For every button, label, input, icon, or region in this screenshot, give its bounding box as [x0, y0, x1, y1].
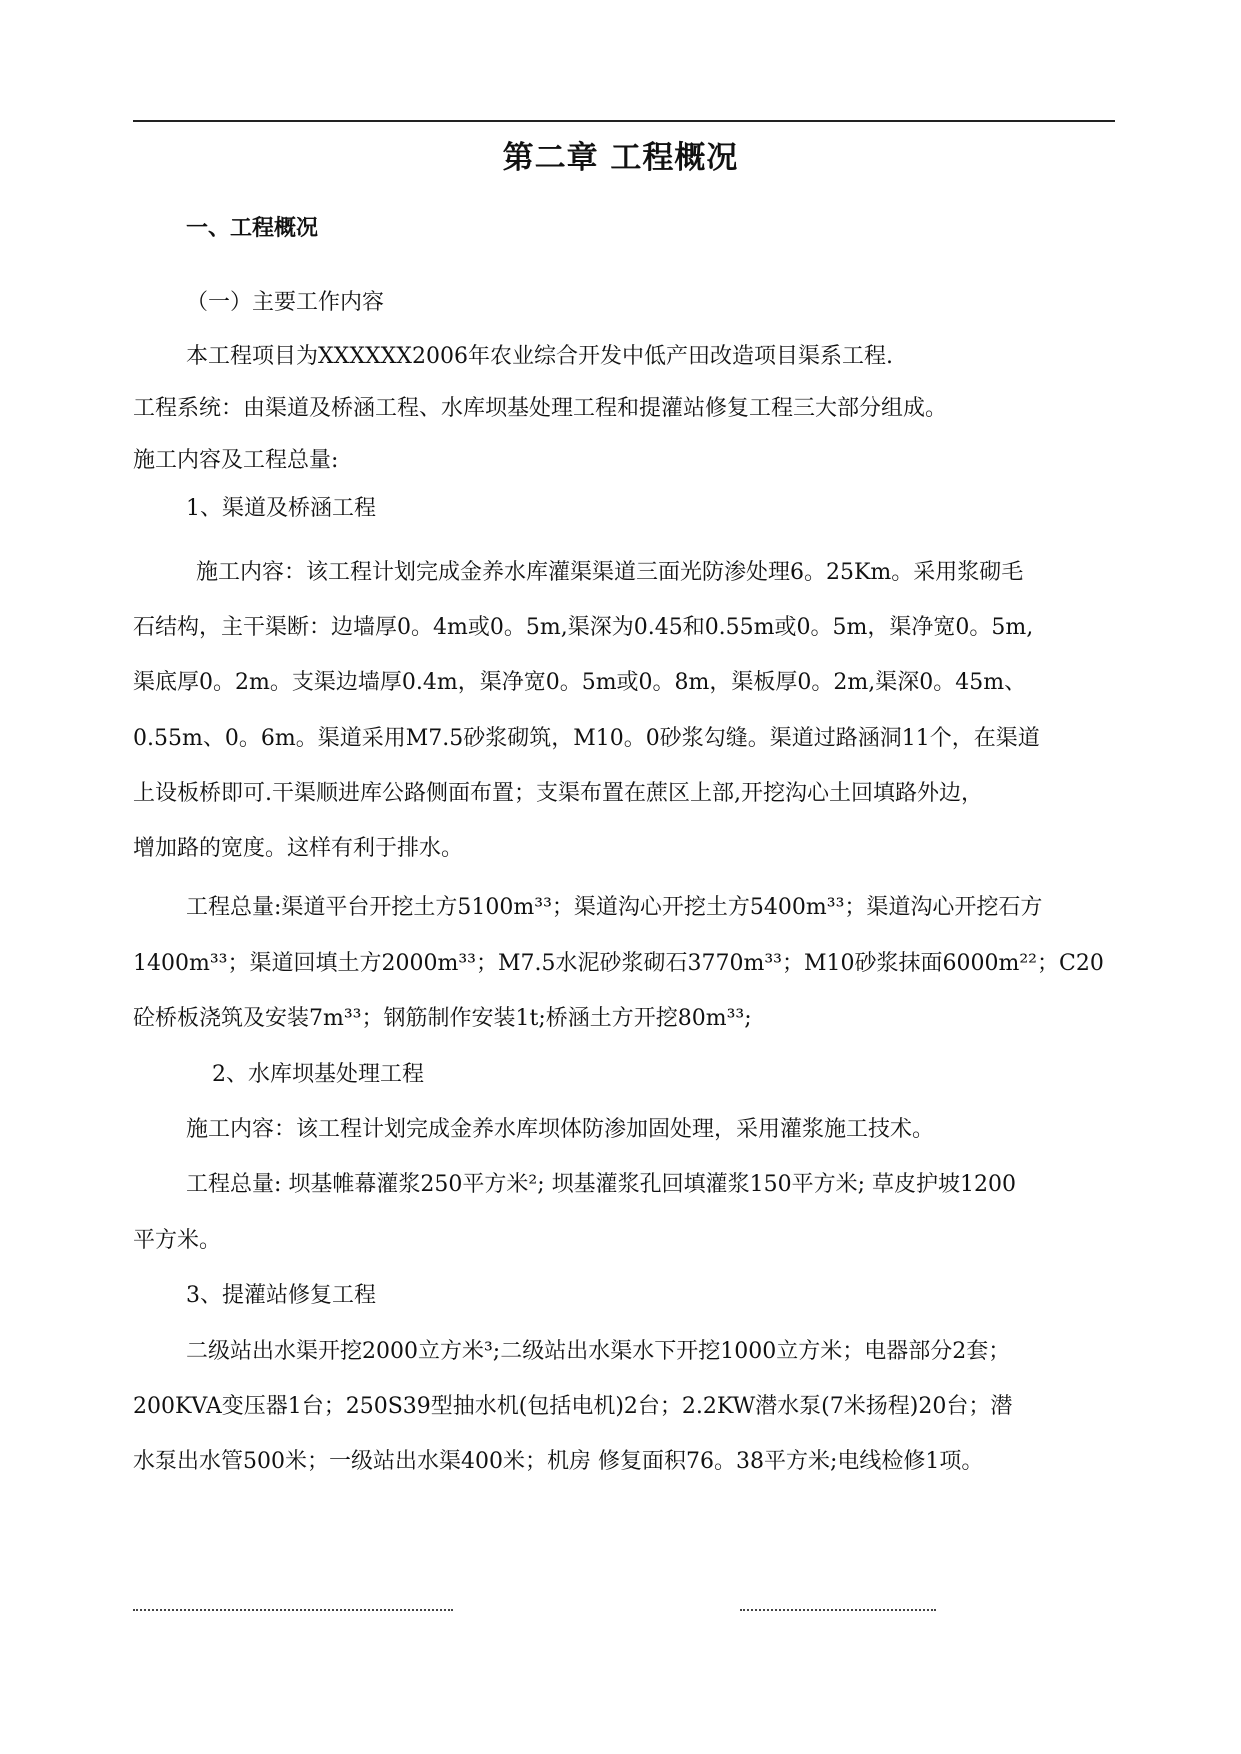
part1-content-line: 0.55m、0。6m。渠道采用M7.5砂浆砌筑，M10。0砂浆勾缝。渠道过路涵洞11个，在渠道: [133, 726, 1040, 751]
part1-heading: 1、渠道及桥涵工程: [186, 496, 376, 521]
part1-content-line: 石结构，主干渠断：边墙厚0。4m或0。5m,渠深为0.45和0.55m或0。5m，渠净宽0。5m,: [133, 615, 1034, 640]
part2-content: 施工内容：该工程计划完成金养水库坝体防渗加固处理，采用灌浆施工技术。: [186, 1117, 935, 1142]
part3-line: 200KVA变压器1台；250S39型抽水机(包括电机)2台；2.2KW潜水泵(7米扬程)20台；潜: [133, 1394, 1013, 1419]
part2-quantity-line: 工程总量: 坝基帷幕灌浆250平方米²; 坝基灌浆孔回填灌浆150平方米; 草皮护坡1200: [186, 1172, 1017, 1197]
footer-dotted-rule-left: [133, 1609, 453, 1611]
part2-quantity-line: 平方米。: [133, 1228, 222, 1253]
system-paragraph: 工程系统：由渠道及桥涵工程、水库坝基处理工程和提灌站修复工程三大部分组成。: [133, 396, 948, 421]
part1-quantity-line: 砼桥板浇筑及安装7m³³；钢筋制作安装1t;桥涵土方开挖80m³³;: [133, 1006, 752, 1031]
part1-content-line: 增加路的宽度。这样有利于排水。: [133, 836, 464, 861]
part1-content-line: 渠底厚0。2m。支渠边墙厚0.4m，渠净宽0。5m或0。8m，渠板厚0。2m,渠深0。45m、: [133, 670, 1027, 695]
part1-quantity-line: 工程总量:渠道平台开挖土方5100m³³；渠道沟心开挖土方5400m³³；渠道沟心开挖石方: [186, 895, 1043, 920]
subsection-heading: （一）主要工作内容: [186, 290, 385, 315]
part3-line: 水泵出水管500米；一级站出水渠400米；机房 修复面积76。38平方米;电线检修1项。: [133, 1449, 984, 1474]
intro-paragraph: 本工程项目为XXXXXX2006年农业综合开发中低产田改造项目渠系工程.: [186, 344, 893, 369]
part3-line: 二级站出水渠开挖2000立方米³;二级站出水渠水下开挖1000立方米；电器部分2套；: [186, 1339, 1011, 1364]
header-rule: [133, 120, 1115, 122]
footer-dotted-rule-right: [740, 1609, 936, 1611]
part3-heading: 3、提灌站修复工程: [186, 1283, 376, 1308]
part1-content-line: 施工内容：该工程计划完成金养水库灌渠渠道三面光防渗处理6。25Km。采用浆砌毛: [196, 560, 1024, 585]
section-heading: 一、工程概况: [186, 216, 319, 241]
chapter-title: 第二章 工程概况: [502, 140, 739, 176]
part1-content-line: 上设板桥即可.干渠顺进库公路侧面布置；支渠布置在蔗区上部,开挖沟心土回填路外边，: [133, 781, 983, 806]
part1-quantity-line: 1400m³³；渠道回填土方2000m³³；M7.5水泥砂浆砌石3770m³³；M10砂浆抹面6000m²²；C20: [133, 951, 1104, 976]
part2-heading: 2、水库坝基处理工程: [212, 1062, 424, 1087]
scope-label: 施工内容及工程总量:: [133, 448, 339, 473]
